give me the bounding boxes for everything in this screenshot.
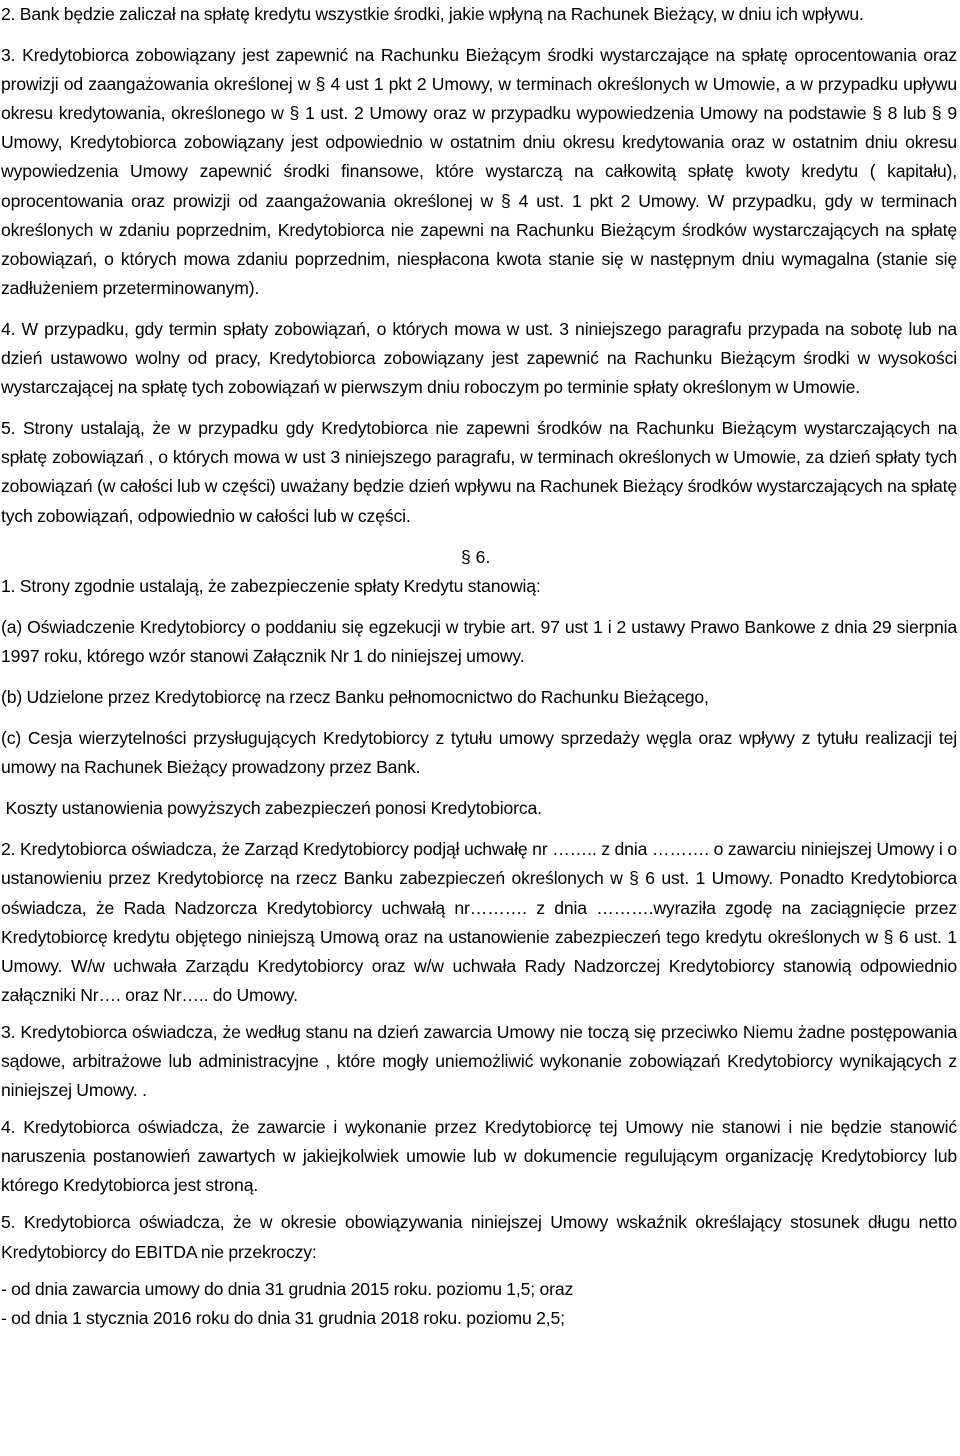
spacer (1, 1105, 957, 1113)
security-item-a: (a) Oświadczenie Kredytobiorcy o poddaniu się egzekucji w trybie art. 97 ust 1 i 2 ustawy Prawo Bankowe z dnia 29 sierpnia 1997 roku, którego wzór stanowi Załącznik Nr 1 do niniejszej umowy. (1, 616, 957, 666)
declaration-5: 5. Kredytobiorca oświadcza, że w okresie obowiązywania niniejszej Umowy wskaźnik określający stosunek długu netto Kredytobiorcy do EBITDA nie przekroczy: (1, 1212, 957, 1262)
spacer (1, 1200, 957, 1208)
declaration-4: 4. Kredytobiorca oświadcza, że zawarcie i wykonanie przez Kredytobiorcę tej Umowy nie stanowi i nie będzie stanowić naruszenia postanowień zawartych w jakiejkolwiek umowie lub w dokumencie regulującym organizację Kredytobiorcy lub którego Kredytobiorca jest stroną. (1, 1117, 957, 1196)
spacer (1, 782, 957, 794)
spacer (1, 29, 957, 41)
spacer (1, 303, 957, 315)
paragraph-4: 4. W przypadku, gdy termin spłaty zobowiązań, o których mowa w ust. 3 niniejszego paragrafu przypada na sobotę lub na dzień ustawowo wolny od pracy, Kredytobiorca zobowiązany jest zapewnić na Rachunku Bieżącym środki w wysokości wystarczającej na spłatę tych zobowiązań w pierwszym dniu roboczym po terminie spłaty określonym w Umowie. (1, 318, 957, 398)
section-heading: § 6. (461, 546, 491, 567)
spacer (1, 601, 957, 613)
section-intro: 1. Strony zgodnie ustalają, że zabezpieczenie spłaty Kredytu stanowią: (1, 575, 541, 596)
security-item-c: (c) Cesja wierzytelności przysługujących Kredytobiorcy z tytułu umowy sprzedaży węgla oraz wpływy z tytułu realizacji tej umowy na Rachunek Bieżący prowadzony przez Bank. (1, 728, 957, 778)
declaration-3: 3. Kredytobiorca oświadcza, że według stanu na dzień zawarcia Umowy nie toczą się przeciwko Niemu żadne postępowania sądowe, arbitrażowe lub administracyjne , które mogły uniemożliwić wykonanie zobowiązań Kredytobiorcy wynikających z niniejszej Umowy. . (1, 1021, 957, 1101)
paragraph-3: 3. Kredytobiorca zobowiązany jest zapewnić na Rachunku Bieżącym środki wystarczające na spłatę oprocentowania oraz prowizji od zaangażowania określonej w § 4 ust 1 pkt 2 Umowy, w terminach określonych w Umowie, a w przypadku upływu okresu kredytowania, określonego w § 1 ust. 2 Umowy oraz w przypadku wypowiedzenia Umowy na podstawie § 8 lub § 9 Umowy, Kredytobiorca zobowiązany jest odpowiednio w ostatnim dniu okresu kredytowania oraz w ostatnim dniu okresu wypowiedzenia Umowy zapewnić środki finansowe, które wystarczą na całkowitą spłatę kwoty kredytu ( kapitału), oprocentowania oraz prowizji od zaangażowania określonej w § 4 ust. 1 pkt 2 Umowy. W przypadku, gdy w terminach określonych w zdaniu poprzednim, Kredytobiorca nie zapewni na Rachunku Bieżącym środków wystarczających na spłatę zobowiązań, o których mowa zdaniu poprzednim, niespłacona kwota stanie się w następnym dniu wymagalna (stanie się zadłużeniem przeterminowanym). (1, 45, 957, 298)
paragraph-5: 5. Strony ustalają, że w przypadku gdy Kredytobiorca nie zapewni środków na Rachunku Bieżącym wystarczających na spłatę zobowiązań , o których mowa w ust 3 niniejszego paragrafu, w terminach określonych w Umowie, za dzień spłaty tych zobowiązań (w całości lub w części) uważany będzie dzień wpływu na Rachunek Bieżący środków wystarczających na spłatę tych zobowiązań, odpowiednio w całości lub w części. (1, 418, 957, 526)
spacer (1, 531, 957, 543)
spacer (1, 402, 957, 414)
ratio-line-1: - od dnia zawarcia umowy do dnia 31 grudnia 2015 roku. poziomu 1,5; oraz (1, 1278, 574, 1299)
ratio-line-2: - od dnia 1 stycznia 2016 roku do dnia 31 grudnia 2018 roku. poziomu 2,5; (1, 1307, 565, 1328)
security-item-b: (b) Udzielone przez Kredytobiorcę na rzecz Banku pełnomocnictwo do Rachunku Bieżącego, (1, 686, 709, 707)
spacer (1, 712, 957, 724)
declaration-2: 2. Kredytobiorca oświadcza, że Zarząd Kredytobiorcy podjął uchwałę nr …….. z dnia ………. o zawarciu niniejszej Umowy i o ustanowieniu przez Kredytobiorcę na rzecz Banku zabezpieczeń określonych w § 6 ust. 1 Umowy. Ponadto Kredytobiorca oświadcza, że Rada Nadzorcza Kredytobiorcy uchwałą nr………. z dnia ……….wyraziła zgodę na zaciągnięcie przez Kredytobiorcę kredytu objętego niniejszą Umową oraz na ustanowienie zabezpieczeń tego kredytu określonych w § 6 ust. 1 Umowy. W/w uchwała Zarządu Kredytobiorcy oraz w/w uchwała Rady Nadzorczej Kredytobiorcy stanowią odpowiednio załączniki Nr…. oraz Nr….. do Umowy. (1, 839, 957, 1005)
paragraph-2: 2. Bank będzie zaliczał na spłatę kredytu wszystkie środki, jakie wpłyną na Rachunek Bieżący, w dniu ich wpływu. (1, 4, 864, 24)
spacer (1, 823, 957, 835)
spacer (1, 1267, 957, 1275)
spacer (1, 1010, 957, 1018)
costs-note: Koszty ustanowienia powyższych zabezpieczeń ponosi Kredytobiorca. (1, 798, 542, 819)
spacer (1, 671, 957, 683)
